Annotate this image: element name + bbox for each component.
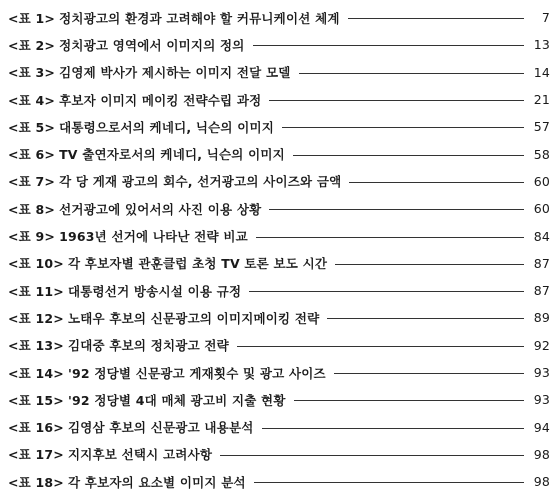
entry-title: 대통령선거 방송시설 이용 규정: [67, 283, 242, 299]
toc-entry: [0, 168, 560, 195]
entry-label: <표 18>: [8, 474, 64, 490]
toc-entry: [0, 441, 560, 468]
leader-line: [348, 18, 524, 19]
entry-page-number: 14: [533, 64, 550, 80]
leader-line: [335, 264, 524, 265]
entry-label: <표 13>: [8, 338, 64, 354]
entry-page-number: 87: [533, 283, 550, 299]
leader-line: [237, 346, 524, 347]
entry-label: <표 4>: [8, 92, 56, 108]
toc-entry: [0, 386, 560, 413]
entry-title: 선거광고에 있어서의 사진 이용 상황: [59, 201, 262, 217]
toc-entry: [0, 4, 560, 31]
leader-line: [249, 291, 524, 292]
leader-line: [269, 100, 524, 101]
toc-entry: [0, 413, 560, 440]
entry-title: 각 당 게재 광고의 회수, 선거광고의 사이즈와 금액: [59, 174, 342, 190]
entry-page-number: 21: [533, 92, 550, 108]
entry-page-number: 89: [533, 310, 550, 326]
toc-entry: [0, 468, 560, 495]
entry-label: <표 9>: [8, 229, 56, 245]
leader-line: [294, 400, 524, 401]
toc-entry: [0, 250, 560, 277]
entry-page-number: 57: [533, 119, 550, 135]
entry-title: 김영제 박사가 제시하는 이미지 전달 모델: [59, 65, 291, 81]
entry-page-number: 98: [533, 474, 550, 490]
entry-label: <표 12>: [8, 310, 64, 326]
leader-line: [254, 482, 524, 483]
leader-line: [256, 237, 524, 238]
entry-label: <표 14>: [8, 365, 64, 381]
entry-page-number: 60: [533, 173, 550, 189]
entry-page-number: 60: [533, 201, 550, 217]
entry-label: <표 17>: [8, 447, 64, 463]
leader-line: [327, 318, 524, 319]
entry-page-number: 58: [533, 146, 550, 162]
toc-entry: [0, 332, 560, 359]
toc-entry: [0, 195, 560, 222]
entry-page-number: 93: [533, 365, 550, 380]
entry-label: <표 10>: [8, 256, 64, 272]
entry-title: 김대중 후보의 정치광고 전략: [67, 338, 229, 354]
leader-line: [334, 373, 524, 374]
entry-title: '92 정당별 신문광고 게재횟수 및 광고 사이즈: [67, 365, 326, 381]
toc-entry: [0, 31, 560, 58]
entry-title: 각 후보자의 요소별 이미지 분석: [67, 474, 246, 490]
entry-title: 정치광고 영역에서 이미지의 정의: [59, 37, 245, 53]
leader-line: [299, 73, 524, 74]
entry-title: 각 후보자별 관훈클럽 초청 TV 토론 보도 시간: [67, 256, 328, 272]
entry-label: <표 7>: [8, 174, 56, 190]
entry-title: 지지후보 선택시 고려사항: [67, 447, 213, 463]
entry-title: TV 출연자로서의 케네디, 닉슨의 이미지: [59, 147, 285, 163]
entry-label: <표 11>: [8, 283, 64, 299]
toc-entry: [0, 359, 560, 386]
toc-entry: [0, 222, 560, 249]
entry-page-number: 92: [533, 337, 550, 353]
entry-title: 후보자 이미지 메이킹 전략수립 과정: [59, 92, 262, 108]
entry-page-number: 7: [541, 10, 550, 26]
toc-entry: [0, 277, 560, 304]
entry-title: 대통령으로서의 케네디, 닉슨의 이미지: [59, 119, 275, 135]
entry-title: 노태우 후보의 신문광고의 이미지메이킹 전략: [67, 310, 320, 326]
entry-label: <표 1>: [8, 10, 56, 26]
leader-line: [269, 209, 524, 210]
toc-entry: [0, 140, 560, 167]
toc-entry: [0, 59, 560, 86]
entry-label: <표 16>: [8, 420, 64, 436]
entry-title: 정치광고의 환경과 고려해야 할 커뮤니케이션 체계: [59, 10, 340, 26]
entry-label: <표 5>: [8, 119, 56, 135]
entry-label: <표 8>: [8, 201, 56, 217]
leader-line: [220, 455, 524, 456]
entry-page-number: 93: [533, 392, 550, 408]
toc-entry: [0, 113, 560, 140]
leader-line: [293, 155, 524, 156]
entry-label: <표 15>: [8, 392, 64, 408]
entry-title: 김영삼 후보의 신문광고 내용분석: [67, 420, 254, 436]
entry-label: <표 2>: [8, 37, 56, 53]
entry-page-number: 98: [533, 446, 550, 462]
entry-page-number: 87: [533, 255, 550, 271]
entry-label: <표 6>: [8, 147, 56, 163]
leader-line: [262, 428, 525, 429]
toc-entry: [0, 304, 560, 331]
entry-title: '92 정당별 4대 매체 광고비 지출 현황: [67, 392, 286, 408]
entry-page-number: 13: [533, 37, 550, 53]
leader-line: [282, 127, 524, 128]
entry-page-number: 84: [533, 228, 550, 244]
leader-line: [349, 182, 524, 183]
entry-title: 1963년 선거에 나타난 전략 비교: [59, 229, 248, 245]
leader-line: [253, 45, 524, 46]
entry-label: <표 3>: [8, 65, 56, 81]
entry-page-number: 94: [533, 419, 550, 435]
toc-entry: [0, 86, 560, 113]
